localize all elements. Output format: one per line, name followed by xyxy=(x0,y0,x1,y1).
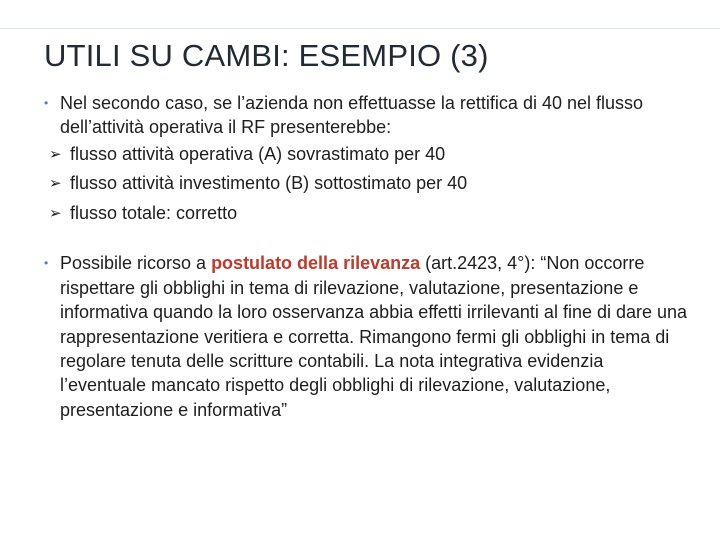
sub-bullet-item xyxy=(43,199,693,229)
title-divider xyxy=(0,28,720,29)
top-band xyxy=(0,0,720,30)
bullet-1-text: Nel secondo caso, se l’azienda non effettuasse la rettifica di 40 nel flusso dell’attività operativa il RF presenterebbe: xyxy=(60,93,644,138)
bullet-dot-icon: • xyxy=(44,96,49,110)
slide-title: UTILI SU CAMBI: ESEMPIO (3) xyxy=(44,38,489,73)
sub-bullet-text: flusso attività operativa (A) sovrastimato per 40 xyxy=(70,143,446,164)
sub-bullet-text: flusso attività investimento (B) sottostimato per 40 xyxy=(70,173,468,194)
sub-bullet-text: flusso totale: corretto xyxy=(70,202,238,223)
sub-bullet-item xyxy=(43,169,693,199)
arrowhead-bullet-icon: ➢ xyxy=(49,175,62,193)
bullet-dot-icon: • xyxy=(44,256,49,271)
bullet-2-quote-text: (art.2423, 4°): “Non occorre rispettare gli obblighi in tema di rilevazione, valutazione, presentazione e informativa quando la loro osservanza abbia effetti irrilevanti al fine di dare una rappresentazione veritiera e corretta. Rimangono fermi gli obblighi in tema di regolare tenuta delle scritture contabili. La nota integrativa evidenzia l’eventuale mancato rispetto degli obblighi di rilevazione, valutazione, presentazione e informativa” xyxy=(60,253,688,420)
highlighted-term: postulato della rilevanza xyxy=(211,253,421,274)
sub-bullet-item xyxy=(43,140,693,170)
arrowhead-bullet-icon: ➢ xyxy=(49,145,62,163)
slide-content xyxy=(43,91,693,422)
bullet-item-1 xyxy=(43,91,693,140)
spacer xyxy=(43,228,693,251)
bullet-item-2 xyxy=(43,251,693,422)
arrowhead-bullet-icon: ➢ xyxy=(49,204,62,222)
sub-bullet-list xyxy=(43,140,693,229)
bullet-2-text-before: Possibile ricorso a xyxy=(60,253,212,274)
